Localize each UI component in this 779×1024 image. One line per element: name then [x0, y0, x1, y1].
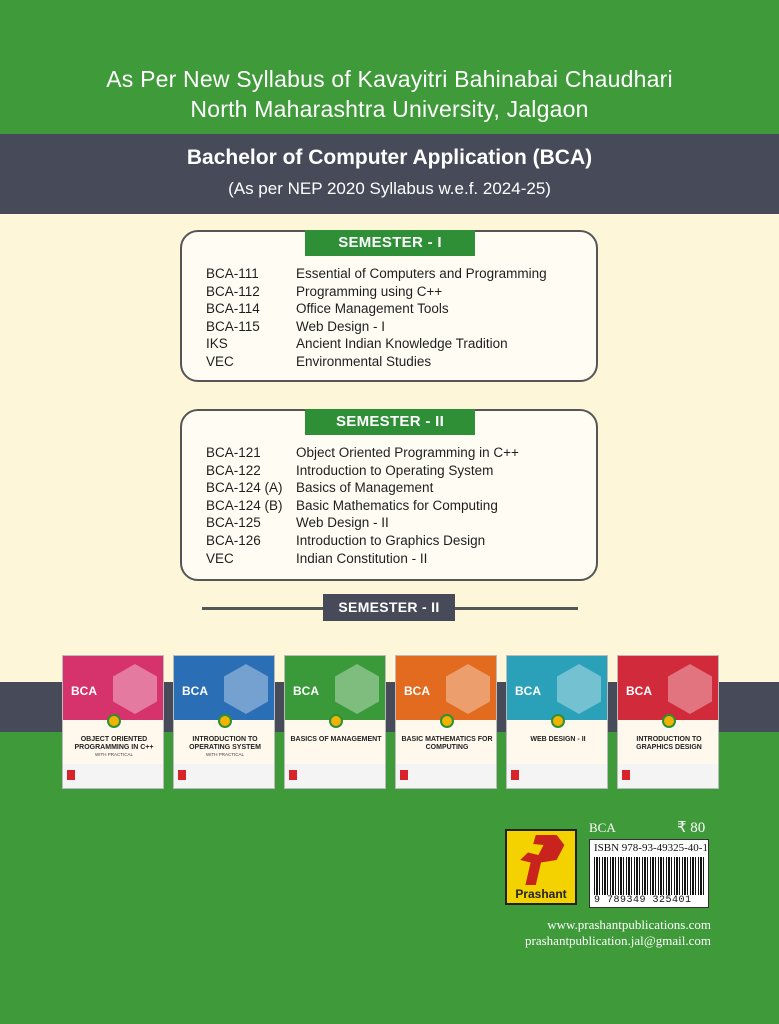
cover-footer: [285, 764, 385, 789]
book-badge: BCA: [515, 684, 541, 698]
subject-row: [206, 533, 519, 551]
book-cover: [62, 655, 164, 789]
semester-1-box: [180, 230, 598, 382]
subject-name: Ancient Indian Knowledge Tradition: [296, 336, 508, 352]
subject-row: [206, 336, 547, 354]
subject-name: Programming using C++: [296, 283, 443, 299]
divider-left: [202, 607, 324, 610]
semester-1-subject-list: [206, 266, 547, 372]
book-badge: BCA: [71, 684, 97, 698]
subject-row: [206, 266, 547, 284]
seal-icon: [662, 714, 676, 728]
subject-name: Essential of Computers and Programming: [296, 266, 547, 281]
subject-row: [206, 354, 547, 372]
subject-row: [206, 284, 547, 302]
subject-code: BCA-115: [206, 318, 260, 334]
subject-name: Office Management Tools: [296, 301, 449, 317]
subject-name: Introduction to Graphics Design: [296, 532, 486, 548]
book-title: BASICS OF MANAGEMENT: [290, 736, 382, 743]
email-link[interactable]: prashantpublication.jal@gmail.com: [525, 933, 711, 948]
isbn: ISBN 978-93-49325-40-1: [594, 842, 708, 854]
semester-2-subject-list: [206, 445, 519, 568]
subject-name: Basic Mathematics for Computing: [296, 497, 498, 513]
publisher-mini-logo-icon: [178, 770, 186, 780]
cover-footer: [507, 764, 607, 789]
subject-code: BCA-122: [206, 462, 261, 478]
subject-name: Web Design - I: [296, 318, 386, 334]
subject-name: Web Design - II: [296, 515, 389, 531]
publisher-mini-logo-icon: [511, 770, 519, 780]
cover-footer: [63, 764, 163, 789]
subject-code: VEC: [206, 353, 234, 369]
publisher-mini-logo-icon: [289, 770, 297, 780]
books-section-label: SEMESTER - II: [323, 594, 455, 621]
university-line-2: North Maharashtra University, Jalgaon: [190, 96, 589, 122]
subject-code: BCA-114: [206, 301, 260, 317]
subject-name: Introduction to Operating System: [296, 462, 494, 478]
barcode-digits: 9 789349 325401: [594, 895, 692, 906]
seal-icon: [107, 714, 121, 728]
publisher-mini-logo-icon: [400, 770, 408, 780]
cover-footer: [396, 764, 496, 789]
subject-code: BCA-126: [206, 532, 261, 548]
cover-footer: [618, 764, 718, 789]
subject-row: [206, 319, 547, 337]
cover-footer: [174, 764, 274, 789]
publisher-logo: [505, 829, 577, 905]
subject-row: [206, 445, 519, 463]
subject-row: [206, 515, 519, 533]
book-cover: [395, 655, 497, 789]
subject-code: VEC: [206, 550, 234, 566]
subject-code: BCA-124 (A): [206, 480, 283, 496]
book-title: INTRODUCTION TO OPERATING SYSTEM: [189, 736, 261, 751]
seal-icon: [551, 714, 565, 728]
book-subtitle: WITH PRACTICAL: [205, 752, 244, 757]
subject-code: BCA-125: [206, 515, 261, 531]
subject-row: [206, 551, 519, 569]
book-badge: BCA: [293, 684, 319, 698]
seal-icon: [218, 714, 232, 728]
subject-name: Indian Constitution - II: [296, 550, 428, 566]
book-badge: BCA: [404, 684, 430, 698]
price: ₹ 80: [677, 820, 706, 836]
subject-code: BCA-124 (B): [206, 497, 283, 513]
publisher-p-icon: [515, 835, 567, 885]
book-title: BASIC MATHEMATICS FOR COMPUTING: [401, 736, 493, 751]
book-cover: [173, 655, 275, 789]
publisher-name: Prashant: [515, 887, 567, 901]
semester-2-box: [180, 409, 598, 581]
subject-code: IKS: [206, 336, 228, 352]
publisher-mini-logo-icon: [67, 770, 75, 780]
subject-row: [206, 498, 519, 516]
subject-name: Object Oriented Programming in C++: [296, 445, 519, 460]
semester-2-label: SEMESTER - II: [305, 409, 475, 435]
subject-row: [206, 463, 519, 481]
seal-icon: [440, 714, 454, 728]
subject-row: [206, 480, 519, 498]
subject-row: [206, 301, 547, 319]
divider-right: [455, 607, 578, 610]
subject-name: Environmental Studies: [296, 353, 432, 369]
barcode-bars-icon: [594, 857, 704, 895]
university-line-1: As Per New Syllabus of Kavayitri Bahinabai Chaudhari: [106, 66, 673, 92]
book-title: WEB DESIGN - II: [530, 736, 586, 743]
subject-code: BCA-112: [206, 283, 260, 299]
course-subtitle: (As per NEP 2020 Syllabus w.e.f. 2024-25): [228, 179, 551, 198]
subject-code: BCA-111: [206, 266, 259, 281]
book-title: OBJECT ORIENTED PROGRAMMING IN C++: [74, 736, 154, 751]
website-link[interactable]: www.prashantpublications.com: [547, 917, 711, 932]
seal-icon: [329, 714, 343, 728]
semester-1-label: SEMESTER - I: [305, 230, 475, 256]
book-badge: BCA: [626, 684, 652, 698]
course-title: Bachelor of Computer Application (BCA): [186, 146, 593, 169]
course-code: BCA: [589, 820, 616, 835]
book-cover: [284, 655, 386, 789]
book-subtitle: WITH PRACTICAL: [94, 752, 133, 757]
subject-code: BCA-121: [206, 445, 261, 460]
book-title: INTRODUCTION TO GRAPHICS DESIGN: [636, 736, 702, 751]
book-cover: [506, 655, 608, 789]
publisher-mini-logo-icon: [622, 770, 630, 780]
book-badge: BCA: [182, 684, 208, 698]
subject-name: Basics of Management: [296, 480, 434, 496]
barcode: [589, 839, 709, 908]
book-cover: [617, 655, 719, 789]
